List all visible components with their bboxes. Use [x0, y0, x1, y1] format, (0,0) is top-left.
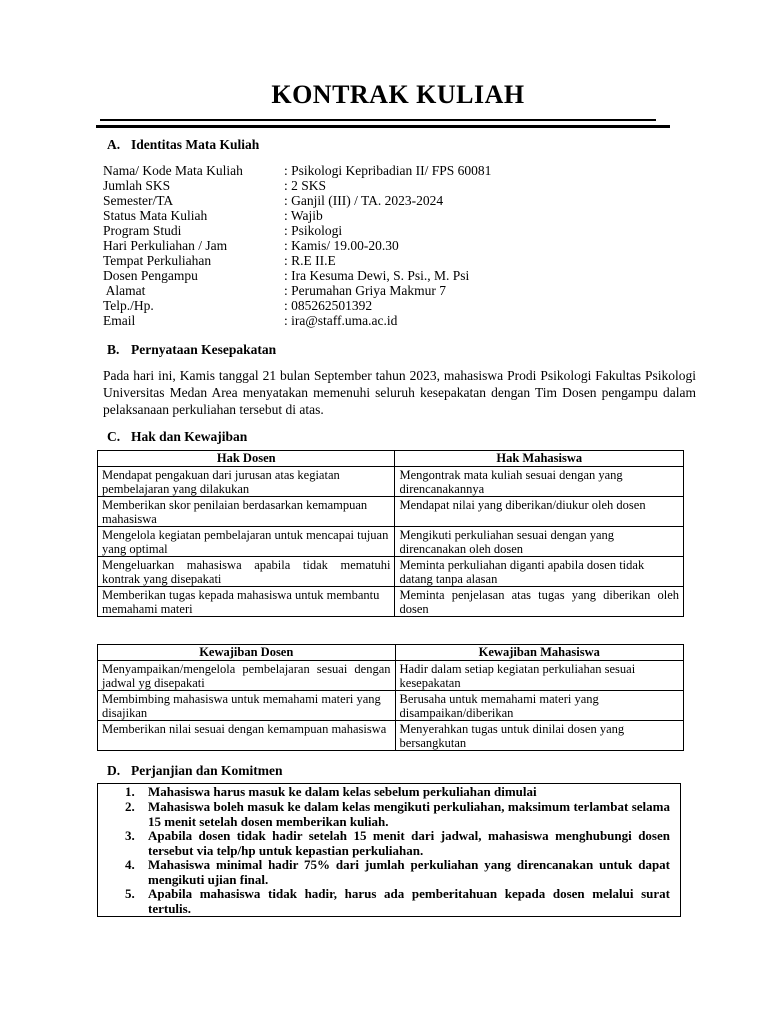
identity-value: : Kamis/ 19.00-20.30 [284, 238, 399, 253]
list-number: 1. [125, 784, 135, 799]
rights-table [97, 450, 684, 617]
list-number: 2. [125, 799, 135, 814]
section-c-heading [107, 429, 247, 445]
table-cell: Mengikuti perkuliahan sesuai dengan yang direncanakan oleh dosen [395, 527, 684, 557]
section-d-title: Perjanjian dan Komitmen [131, 763, 283, 778]
section-b-title: Pernyataan Kesepakatan [131, 342, 277, 357]
identity-key: Alamat [103, 283, 146, 298]
identity-value: : Psikologi Kepribadian II/ FPS 60081 [284, 163, 492, 178]
table-cell: Berusaha untuk memahami materi yang disampaikan/diberikan [395, 691, 683, 721]
table-row [98, 721, 684, 751]
identity-value: : Ira Kesuma Dewi, S. Psi., M. Psi [284, 268, 470, 283]
list-text: Apabila mahasiswa tidak hadir, harus ada pemberitahuan kepada dosen melalui surat tertulis. [148, 886, 670, 916]
table-cell: Mengontrak mata kuliah sesuai dengan yang direncanakannya [395, 467, 684, 497]
table-header-cell: Hak Dosen [98, 451, 395, 467]
table-header-row [98, 451, 684, 467]
section-d-letter: D. [107, 763, 121, 778]
page-title: KONTRAK KULIAH [271, 80, 525, 109]
list-number: 3. [125, 828, 135, 843]
identity-key: Email [103, 313, 136, 328]
title-rule-thick [96, 125, 670, 128]
obligations-table [97, 644, 684, 751]
table-row [98, 557, 684, 587]
identity-key: Telp./Hp. [103, 298, 154, 313]
list-text: Mahasiswa boleh masuk ke dalam kelas mengikuti perkuliahan, maksimum terlambat selama 15 menit setelah dosen memberikan kuliah. [148, 799, 670, 829]
list-text: Apabila dosen tidak hadir setelah 15 menit dari jadwal, mahasiswa menghubungi dosen tersebut via telp/hp untuk kepastian perkuliahan. [148, 828, 670, 858]
agreement-paragraph: Pada hari ini, Kamis tanggal 21 bulan September tahun 2023, mahasiswa Prodi Psikologi Fakultas Psikologi Universitas Medan Area menyatakan memenuhi seluruh kesepakatan dengan Tim Dosen pengampu dalam pelaksanaan perkuliahan tersebut di atas. [103, 368, 696, 417]
table-cell: Meminta perkuliahan diganti apabila dosen tidak datang tanpa alasan [395, 557, 684, 587]
identity-value: : Wajib [284, 208, 323, 223]
table-cell: Meminta penjelasan atas tugas yang diberikan oleh dosen [395, 587, 684, 617]
section-d-heading [107, 763, 283, 779]
identity-key: Dosen Pengampu [103, 268, 198, 283]
list-number: 4. [125, 857, 135, 872]
identity-value: : Psikologi [284, 223, 343, 238]
table-cell: Menyampaikan/mengelola pembelajaran sesuai dengan jadwal yg disepakati [98, 661, 396, 691]
identity-key: Hari Perkuliahan / Jam [103, 238, 228, 253]
table-cell: Mengelola kegiatan pembelajaran untuk mencapai tujuan yang optimal [98, 527, 395, 557]
identity-value: : ira@staff.uma.ac.id [284, 313, 398, 328]
table-cell: Menyerahkan tugas untuk dinilai dosen yang bersangkutan [395, 721, 683, 751]
table-cell: Mendapat nilai yang diberikan/diukur oleh dosen [395, 497, 684, 527]
identity-value: : Ganjil (III) / TA. 2023-2024 [284, 193, 444, 208]
table-header-cell: Hak Mahasiswa [395, 451, 684, 467]
identity-key: Tempat Perkuliahan [103, 253, 212, 268]
table-cell: Membimbing mahasiswa untuk memahami materi yang disajikan [98, 691, 396, 721]
section-c-letter: C. [107, 429, 121, 444]
identity-key: Jumlah SKS [103, 178, 171, 193]
table-row [98, 527, 684, 557]
list-text: Mahasiswa harus masuk ke dalam kelas sebelum perkuliahan dimulai [148, 784, 537, 799]
identity-value: : 2 SKS [284, 178, 327, 193]
section-b-letter: B. [107, 342, 120, 357]
section-a-heading [107, 137, 259, 153]
identity-key: Nama/ Kode Mata Kuliah [103, 163, 243, 178]
identity-value: : Perumahan Griya Makmur 7 [284, 283, 446, 298]
table-row [98, 467, 684, 497]
section-b-heading [107, 342, 276, 358]
table-row [98, 691, 684, 721]
table-header-cell: Kewajiban Dosen [98, 645, 396, 661]
table-cell: Memberikan tugas kepada mahasiswa untuk membantu memahami materi [98, 587, 395, 617]
table-row [98, 497, 684, 527]
list-text: Mahasiswa minimal hadir 75% dari jumlah perkuliahan yang direncanakan untuk dapat mengikuti ujian final. [148, 857, 670, 887]
table-row [98, 661, 684, 691]
identity-key: Program Studi [103, 223, 182, 238]
table-cell: Memberikan skor penilaian berdasarkan kemampuan mahasiswa [98, 497, 395, 527]
table-header-cell: Kewajiban Mahasiswa [395, 645, 683, 661]
table-row [98, 587, 684, 617]
identity-value: : 085262501392 [284, 298, 373, 313]
section-a-letter: A. [107, 137, 121, 152]
table-cell: Hadir dalam setiap kegiatan perkuliahan sesuai kesepakatan [395, 661, 683, 691]
table-header-row [98, 645, 684, 661]
list-number: 5. [125, 886, 135, 901]
table-cell: Mendapat pengakuan dari jurusan atas kegiatan pembelajaran yang dilakukan [98, 467, 395, 497]
section-a-title: Identitas Mata Kuliah [131, 137, 260, 152]
table-cell: Mengeluarkan mahasiswa apabila tidak mematuhi kontrak yang disepakati [98, 557, 395, 587]
commitment-box [97, 783, 681, 917]
title-rule-thin [100, 119, 656, 121]
section-c-title: Hak dan Kewajiban [131, 429, 248, 444]
identity-value: : R.E II.E [284, 253, 336, 268]
table-cell: Memberikan nilai sesuai dengan kemampuan mahasiswa [98, 721, 396, 751]
identity-key: Semester/TA [103, 193, 174, 208]
identity-key: Status Mata Kuliah [103, 208, 208, 223]
